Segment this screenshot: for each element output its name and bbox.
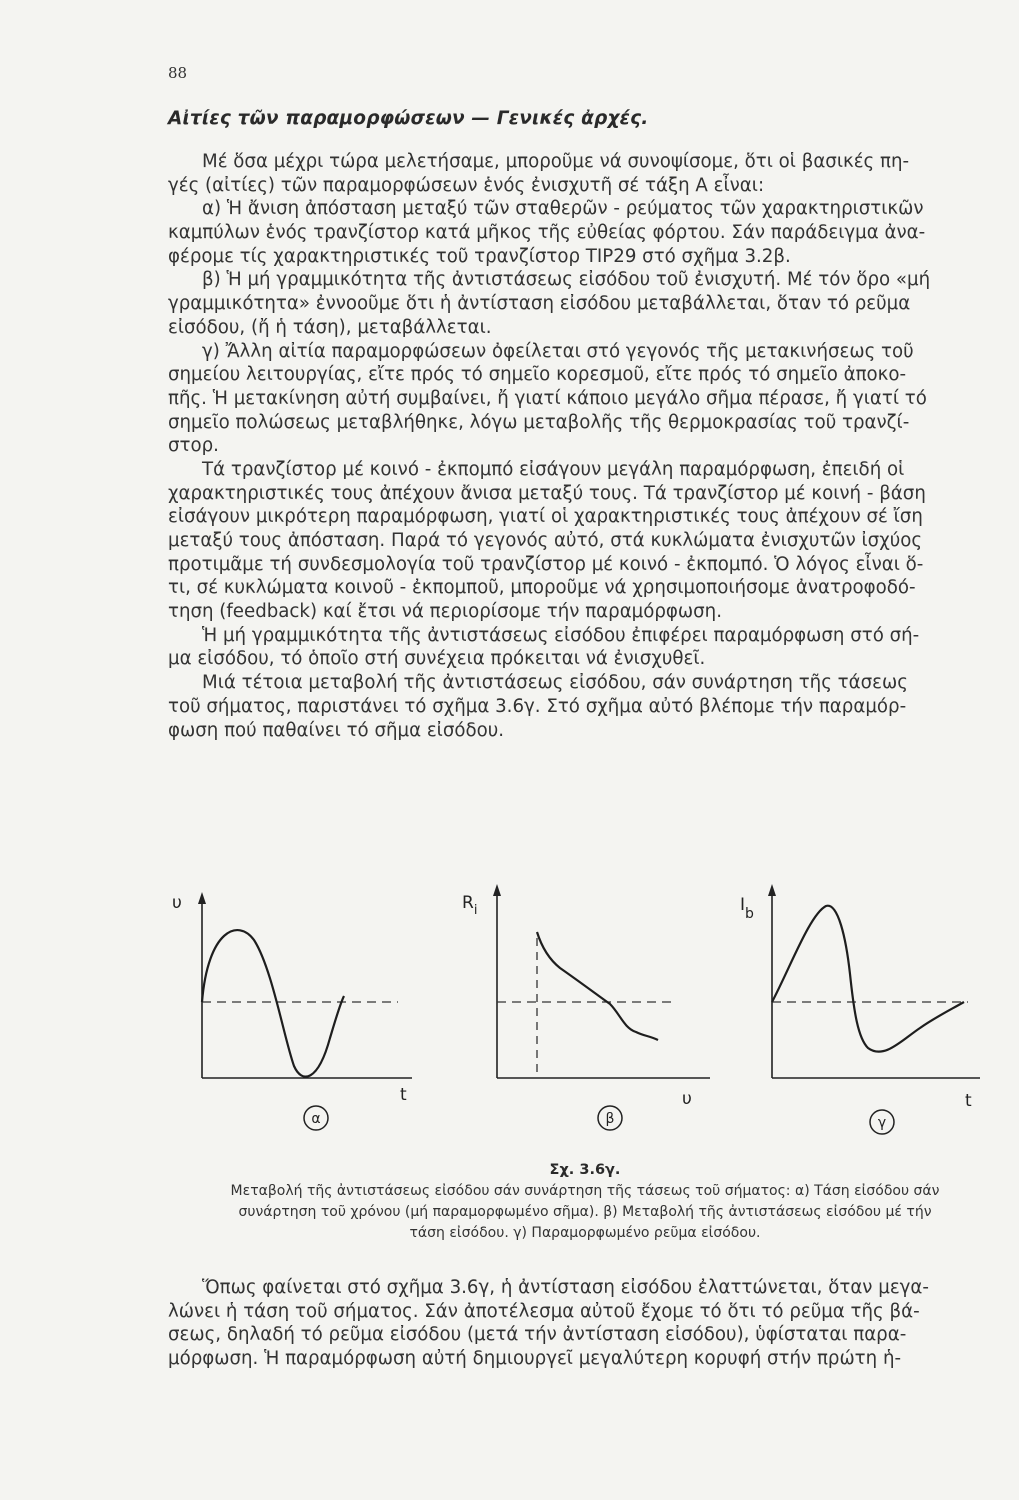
text-line: Μέ ὅσα μέχρι τώρα μελετήσαμε, μποροῦμε νά συνοψίσομε, ὅτι οἱ βασικές πη-: [202, 151, 910, 172]
panel-tag: γ: [877, 1115, 887, 1131]
body-text-top: [168, 150, 988, 742]
text-line: σεως, δηλαδή τό ρεῦμα εἰσόδου (μετά τήν ἀντίσταση εἰσόδου), ὑφίσταται παρα-: [168, 1324, 907, 1346]
text-line: β) Ἡ μή γραμμικότητα τῆς ἀντιστάσεως εἰσόδου τοῦ ἐνισχυτή. Μέ τόν ὅρο «μή: [202, 269, 931, 291]
text-line: τηση (feedback) καί ἔτσι νά περιορίσομε τήν παραμόρφωση.: [168, 601, 722, 623]
caption-line: συνάρτηση τοῦ χρόνου (μή παραμορφωμένο σῆμα). β) Μεταβολή τῆς ἀντιστάσεως εἰσόδου μέ τήν: [238, 1204, 932, 1220]
body-text-bottom: [168, 1276, 988, 1371]
x-axis-label: υ: [682, 1089, 692, 1109]
resistance-curve: [537, 932, 658, 1040]
figure-3-6g: [150, 878, 1010, 1168]
text-line: τι, σέ κυκλώματα κοινοῦ - ἐκπομποῦ, μποροῦμε νά χρησιμοποιήσομε ἀνατροφοδό-: [168, 577, 916, 599]
x-axis-label: t: [400, 1085, 407, 1105]
text-line: σημεῖο πολώσεως μεταβλήθηκε, λόγω μεταβολῆς τῆς θερμοκρασίας τοῦ τρανζί-: [168, 411, 910, 433]
text-line: Τά τρανζίστορ μέ κοινό - ἐκπομπό εἰσάγουν μεγάλη παραμόρφωση, ἐπειδή οἱ: [202, 458, 905, 480]
text-line: φωση πού παθαίνει τό σῆμα εἰσόδου.: [168, 719, 505, 741]
current-curve: [772, 906, 964, 1052]
text-line: χαρακτηριστικές τους ἀπέχουν ἄνισα μεταξύ τους. Τά τρανζίστορ μέ κοινή - βάση: [168, 482, 926, 504]
text-line: Ἡ μή γραμμικότητα τῆς ἀντιστάσεως εἰσόδου ἐπιφέρει παραμόρφωση στό σή-: [202, 624, 920, 646]
text-line: στορ.: [168, 435, 219, 457]
text-line: μα εἰσόδου, τό ὁποῖο στή συνέχεια πρόκειται νά ἐνισχυθεῖ.: [168, 648, 706, 670]
page-number: 88: [168, 64, 188, 82]
panel-c: [740, 884, 980, 1134]
text-line: γραμμικότητα» ἐννοοῦμε ὅτι ἡ ἀντίσταση εἰσόδου μεταβάλλεται, ὅταν τό ρεῦμα: [168, 293, 911, 315]
caption-label: Σχ. 3.6γ.: [549, 1162, 621, 1178]
y-axis-arrow: [768, 884, 776, 896]
text-line: γ) Ἄλλη αἰτία παραμορφώσεων ὀφείλεται στό γεγονός τῆς μετακινήσεως τοῦ: [202, 340, 914, 362]
text-line: μόρφωση. Ἡ παραμόρφωση αὐτή δημιουργεῖ μεγαλύτερη κορυφή στήν πρώτη ἡ-: [168, 1348, 902, 1370]
text-line: γές (αἰτίες) τῶν παραμορφώσεων ἑνός ἐνισχυτῆ σέ τάξη Α εἶναι:: [168, 174, 765, 196]
text-line: μεταξύ τους ἀπόσταση. Παρά τό γεγονός αὐτό, στά κυκλώματα ἐνισχυτῶν ἰσχύος: [168, 530, 923, 551]
y-axis-arrow: [198, 892, 206, 904]
text-line: α) Ἡ ἄνιση ἀπόσταση μεταξύ τῶν σταθερῶν - ρεύματος τῶν χαρακτηριστικῶν: [202, 198, 924, 220]
panel-tag: α: [311, 1111, 321, 1127]
signal-curve: [202, 930, 344, 1077]
x-axis-label: t: [965, 1091, 972, 1111]
panel-a: [172, 892, 412, 1130]
text-line: εἰσάγουν μικρότερη παραμόρφωση, γιατί οἱ χαρακτηριστικές τους ἀπέχουν σέ ἴση: [168, 506, 923, 528]
text-line: προτιμᾶμε τή συνδεσμολογία τοῦ τρανζίστορ μέ κοινό - ἐκπομπό. Ὁ λόγος εἶναι ὅ-: [168, 553, 924, 575]
text-line: τοῦ σήματος, παριστάνει τό σχῆμα 3.6γ. Στό σχῆμα αὐτό βλέπομε τήν παραμόρ-: [168, 695, 907, 717]
y-axis-arrow: [493, 884, 501, 896]
text-line: φέρομε τίς χαρακτηριστικές τοῦ τρανζίστορ TIP29 στό σχῆμα 3.2β.: [168, 245, 791, 267]
text-line: λώνει ἡ τάση τοῦ σήματος. Σάν ἀποτέλεσμα αὐτοῦ ἔχομε τό ὅτι τό ρεῦμα τῆς βά-: [168, 1300, 920, 1322]
text-line: πῆς. Ἡ μετακίνηση αὐτή συμβαίνει, ἤ γιατί κάποιο μεγάλο σῆμα πέρασε, ἤ γιατί τό: [168, 387, 927, 409]
text-line: σημείου λειτουργίας, εἴτε πρός τό σημεῖο κορεσμοῦ, εἴτε πρός τό σημεῖο ἀποκο-: [168, 364, 907, 386]
text-line: εἰσόδου, (ἤ ἡ τάση), μεταβάλλεται.: [168, 316, 492, 338]
section-title: Αἰτίες τῶν παραμορφώσεων — Γενικές ἀρχές.: [168, 108, 649, 129]
y-axis-label: υ: [172, 893, 182, 913]
y-axis-label: $I_b$: [740, 895, 754, 922]
panel-b: [462, 884, 710, 1130]
text-line: καμπύλων ἑνός τρανζίστορ κατά μῆκος τῆς εὐθείας φόρτου. Σάν παράδειγμα ἀνα-: [168, 222, 926, 244]
y-axis-label: $R_i$: [462, 893, 478, 918]
caption-line: Μεταβολή τῆς ἀντιστάσεως εἰσόδου σάν συνάρτηση τῆς τάσεως τοῦ σήματος: α) Τάση εἰσόδου σάν: [230, 1183, 940, 1199]
figure-caption: [160, 1160, 1010, 1244]
panel-tag: β: [605, 1111, 615, 1127]
caption-line: τάση εἰσόδου. γ) Παραμορφωμένο ρεῦμα εἰσόδου.: [409, 1225, 761, 1241]
text-line: Μιά τέτοια μεταβολή τῆς ἀντιστάσεως εἰσόδου, σάν συνάρτηση τῆς τάσεως: [202, 672, 908, 694]
text-line: Ὅπως φαίνεται στό σχῆμα 3.6γ, ἡ ἀντίσταση εἰσόδου ἐλαττώνεται, ὅταν μεγα-: [202, 1277, 929, 1298]
